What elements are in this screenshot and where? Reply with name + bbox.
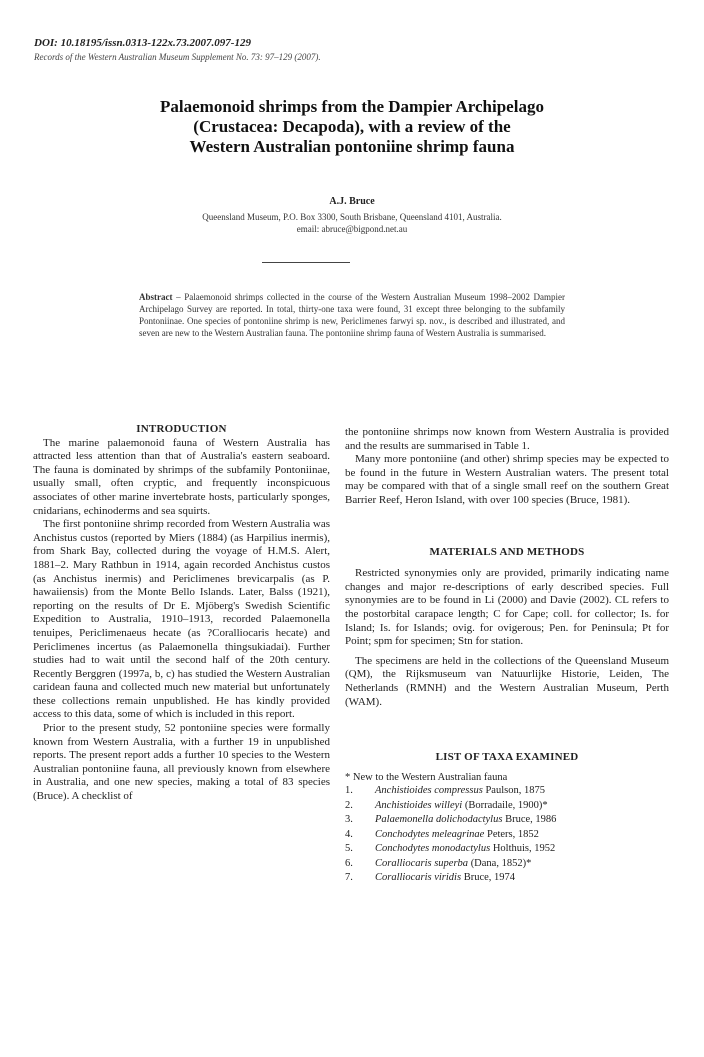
- taxon-authority: (Dana, 1852)*: [468, 857, 532, 869]
- affiliation-email: email: abruce@bigpond.net.au: [296, 224, 408, 234]
- taxa-heading: LIST OF TAXA EXAMINED: [435, 751, 579, 764]
- taxa-list: [345, 784, 669, 886]
- taxa-note: * New to the Western Australian fauna: [345, 771, 508, 783]
- taxon-binomial: Anchistioides compressus: [375, 785, 483, 797]
- taxon-name: [375, 842, 555, 857]
- section-divider: [262, 262, 350, 263]
- intro-continued-paragraph: the pontoniine shrimps now known from Western Australia is provided and the results are summarised in Table 1.: [345, 426, 669, 452]
- intro-paragraph: The marine palaemonoid fauna of Western Australia has attracted less attention than that of Australia's eastern seaboard. The fauna is dominated by shrimps of the subfamily Pontoniinae, usually small, often cryptic, and frequently inconspicuous associates of other marine invertebrate hosts, particularly sponges, cnidarians, echinoderms and sea squirts.: [33, 436, 330, 517]
- taxon-binomial: Coralliocaris superba: [375, 857, 469, 869]
- doi-line: DOI: 10.18195/issn.0313-122x.73.2007.097-129: [34, 37, 251, 49]
- abstract-label: Abstract: [139, 292, 173, 302]
- list-item: [345, 799, 669, 814]
- taxon-name: [375, 784, 545, 799]
- taxon-binomial: Conchodytes meleagrinae: [375, 828, 485, 840]
- methods-paragraph: The specimens are held in the collections of the Queensland Museum (QM), the Rijksmuseum van Natuurlijke Historie, Leiden, The Netherlands (RMNH) and the Western Australian Museum, Perth (WAM).: [345, 654, 669, 708]
- taxon-name: [375, 813, 556, 828]
- list-item: [345, 842, 669, 857]
- list-item: [345, 871, 669, 886]
- spacer: [345, 559, 669, 567]
- abstract: [139, 291, 565, 339]
- taxon-number: 2.: [345, 799, 353, 811]
- taxon-binomial: Coralliocaris viridis: [375, 872, 462, 884]
- taxon-authority: Bruce, 1986: [502, 814, 557, 826]
- author-name: A.J. Bruce: [329, 196, 375, 207]
- list-item: [345, 813, 669, 828]
- title-line: (Crustacea: Decapoda), with a review of the: [193, 117, 511, 136]
- taxon-number: 3.: [345, 814, 353, 826]
- abstract-text: – Palaemonoid shrimps collected in the course of the Western Australian Museum 1998–2002 Dampier Archipelago Survey are reported. In total, thirty-one taxa were found, 31 except three belonging to the subfamily Pontoniinae. One species of pontoniine shrimp is new, Periclimenes farwyi sp. nov., is described and illustrated, and seven are new to the Western Australian fauna. The pontoniine shrimp fauna of Western Australia is summarised.: [139, 292, 565, 338]
- spacer: [345, 508, 669, 546]
- methods-heading: MATERIALS AND METHODS: [429, 545, 585, 558]
- intro-continued-paragraph: Many more pontoniine (and other) shrimp species may be expected to be found in the future in Western Australian waters. The present total may be compared with that of a single small reef on the southern Great Barrier Reef, Heron Island, with over 100 species (Bruce, 1981).: [345, 453, 669, 506]
- taxon-authority: Paulson, 1875: [482, 785, 545, 797]
- taxon-binomial: Conchodytes monodactylus: [375, 843, 491, 855]
- taxon-number: 4.: [345, 828, 353, 840]
- intro-paragraph: The first pontoniine shrimp recorded from Western Australia was Anchistus custos (reported by Miers (1884) (as Harpilius inermis), from Shark Bay, collected during the voyage of H.M.S. Alert, 1881–2. Mary Rathbun in 1914, again recorded Anchistus custos (as Anchistus inermis) and Periclimenes brevicarpalis (as P. hawaiiensis) from the Monte Bello Islands. Later, Balss (1921), reporting on the results of Dr E. Mjöberg's Swedish Scientific Expedition to Australia, 1910–1913, recorded Palaemonella tenuipes, Periclimenaeus hecate (as ?Coralliocaris hecate) and Periclimenes incertus (as Palaemonella thingsukiadai). Further studies had to wait until the second half of the 20th century. Recently Berggren (1997a, b, c) has studied the Western Australian caridean fauna and collected much new material but unfortunately these collections remain unpublished. He has kindly provided access to this data, some of which is included in this report.: [33, 518, 330, 721]
- title-line: Western Australian pontoniine shrimp fauna: [189, 137, 515, 156]
- taxon-name: [375, 871, 515, 886]
- title-line: Palaemonoid shrimps from the Dampier Archipelago: [160, 97, 544, 116]
- list-item: [345, 857, 669, 872]
- taxon-name: [375, 857, 531, 872]
- intro-paragraph: Prior to the present study, 52 pontoniine species were formally known from Western Australia, with a further 19 in unpublished reports. The present report adds a further 10 species to the Western Australian pontoniine fauna, all previously known from elsewhere in Australia, and one new species, making a total of 83 species (Bruce). A checklist of: [33, 722, 330, 803]
- list-item: [345, 784, 669, 799]
- taxon-name: [375, 799, 548, 814]
- taxon-authority: Bruce, 1974: [461, 872, 516, 884]
- taxon-number: 7.: [345, 872, 353, 884]
- taxon-authority: Peters, 1852: [484, 828, 539, 840]
- methods-paragraph: Restricted synonymies only are provided, primarily indicating name changes and major re-descriptions of early described species. Full synonymies are to be found in Li (2000) and Davie (2002). CL refers to the postorbital carapace length; C for Cape; coll. for collector; Is. for Island; Is. for Islands; ovig. for ovigerous; Pen. for Peninsula; Pt for Point; spm for specimen; Stn for station.: [345, 567, 669, 648]
- taxon-binomial: Anchistioides willeyi: [375, 799, 463, 811]
- taxon-number: 5.: [345, 843, 353, 855]
- taxon-authority: Holthuis, 1952: [490, 843, 556, 855]
- taxon-binomial: Palaemonella dolichodactylus: [375, 814, 503, 826]
- taxon-number: 6.: [345, 857, 353, 869]
- taxon-number: 1.: [345, 785, 353, 797]
- right-column: [345, 426, 669, 886]
- introduction-heading: INTRODUCTION: [136, 423, 227, 435]
- taxon-authority: (Borradaile, 1900)*: [462, 799, 548, 811]
- journal-citation: Records of the Western Australian Museum Supplement No. 73: 97–129 (2007).: [34, 52, 321, 62]
- affiliation-line: Queensland Museum, P.O. Box 3300, South Brisbane, Queensland 4101, Australia.: [202, 212, 502, 222]
- taxon-name: [375, 828, 539, 843]
- article-title: [60, 97, 644, 157]
- left-column: [33, 423, 330, 804]
- author-affiliation: [100, 211, 604, 235]
- spacer: [345, 709, 669, 751]
- list-item: [345, 828, 669, 843]
